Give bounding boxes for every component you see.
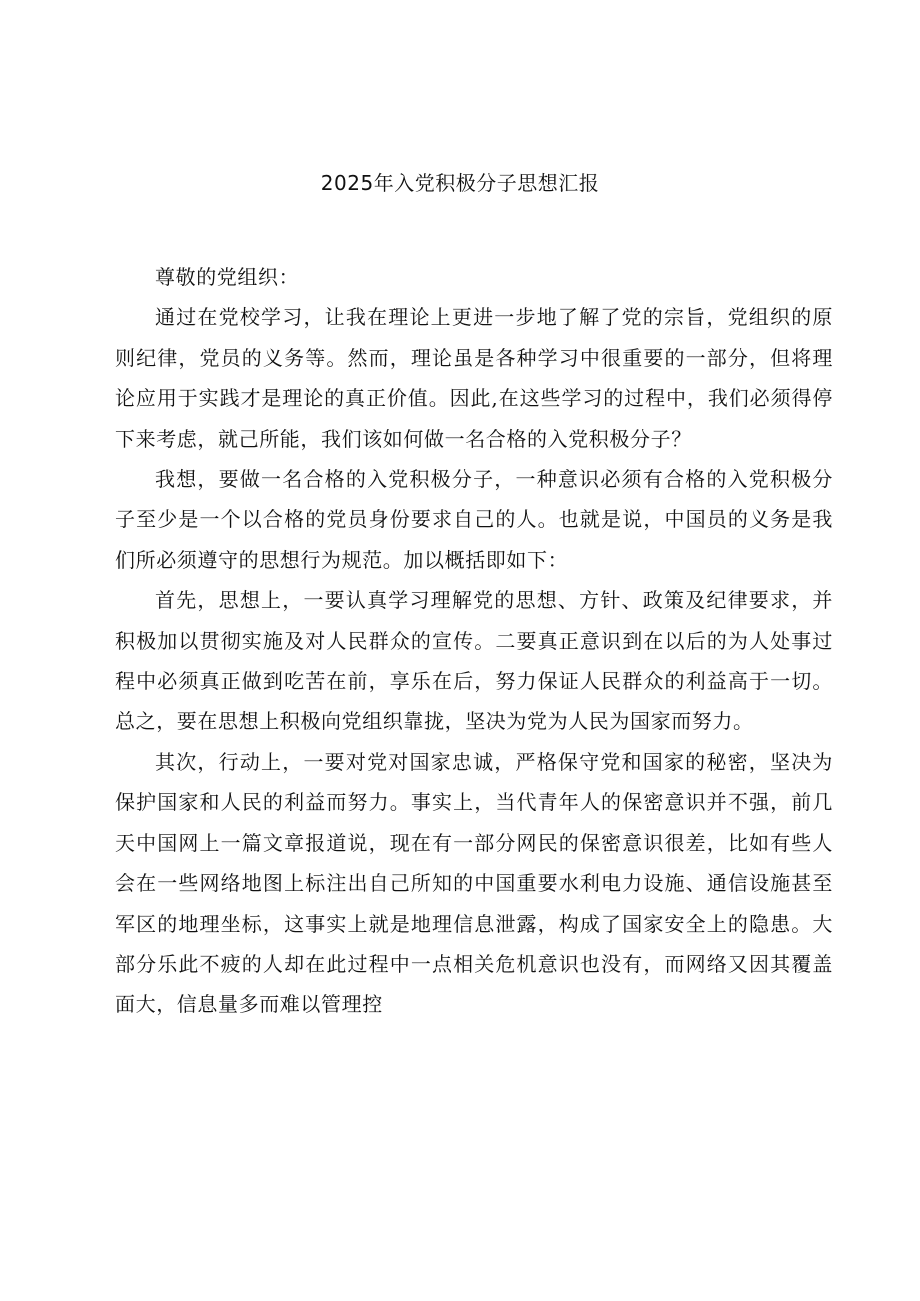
paragraph-1: 通过在党校学习，让我在理论上更进一步地了解了党的宗旨，党组织的原则纪律，党员的义务等。然而，理论虽是各种学习中很重要的一部分，但将理论应用于实践才是理论的真正价值。因此,在这些学习的过程中，我们必须得停下来考虑，就己所能，我们该如何做一名合格的入党积极分子？: [115, 305, 833, 451]
document-body: [115, 257, 833, 1025]
paragraph-2: 我想，要做一名合格的入党积极分子，一种意识必须有合格的入党积极分子至少是一个以合格的党员身份要求自己的人。也就是说，中国员的义务是我们所必须遵守的思想行为规范。加以概括即如下：: [115, 467, 833, 572]
salutation: 尊敬的党组织：: [155, 265, 300, 289]
paragraph-3: 首先，思想上，一要认真学习理解党的思想、方针、政策及纪律要求，并积极加以贯彻实施及对人民群众的宣传。二要真正意识到在以后的为人处事过程中必须真正做到吃苦在前，享乐在后，努力保证人民群众的利益高于一切。总之，要在思想上积极向党组织靠拢，坚决为党为人民为国家而努力。: [115, 588, 833, 734]
paragraph-4: 其次，行动上，一要对党对国家忠诚，严格保守党和国家的秘密，坚决为保护国家和人民的利益而努力。事实上，当代青年人的保密意识并不强，前几天中国网上一篇文章报道说，现在有一部分网民的保密意识很差，比如有些人会在一些网络地图上标注出自己所知的中国重要水利电力设施、通信设施甚至军区的地理坐标，这事实上就是地理信息泄露，构成了国家安全上的隐患。大部分乐此不疲的人却在此过程中一点相关危机意识也没有，而网络又因其覆盖面大，信息量多而难以管理控: [115, 749, 833, 1017]
document-title: 2025年入党积极分子思想汇报: [320, 171, 600, 195]
